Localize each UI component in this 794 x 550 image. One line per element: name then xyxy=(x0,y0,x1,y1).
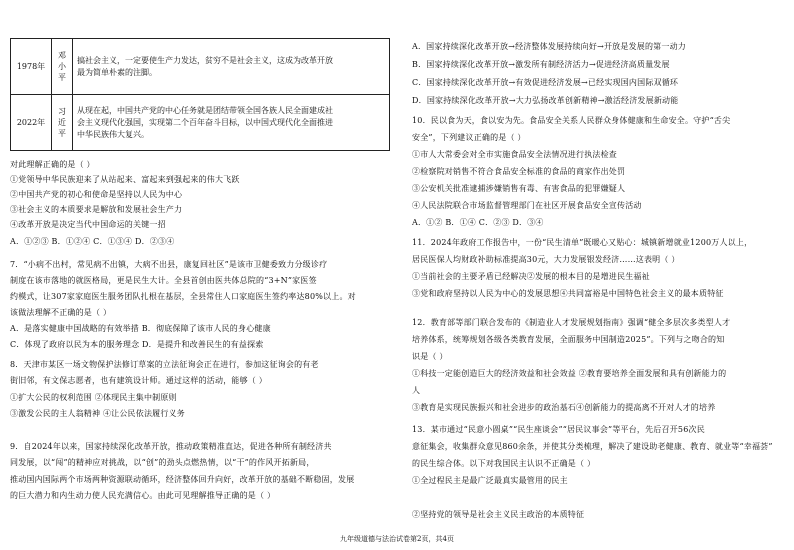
question-12: 12．教育部等部门联合发布的《制造业人才发展规划指南》强调“健全多层次多类型人才 xyxy=(412,318,731,327)
question-8: 8．天津市某区一场文物保护法修订草案的立法征询会正在进行，参加这征询会的有老 xyxy=(10,360,319,369)
text-line: ①全过程民主是最广泛最真实最管用的民主 xyxy=(412,476,568,485)
name-cell xyxy=(52,95,73,151)
text-line: ③激发公民的主人翁精神 ④让公民依法履行义务 xyxy=(10,409,185,418)
text-line: 街旧邻，有文保志愿者，也有建筑设计师。通过这样的活动，能够（ ） xyxy=(10,376,267,385)
option-a: A．国家持续深化改革开放→经济整体发展持续向好→开放是发展的第一动力 xyxy=(412,42,686,51)
question-9: 9．自2024年以来，国家持续深化改革开放，推动政策精准直达，促进各种所有制经济共 xyxy=(10,442,332,451)
text-line: 培养体系，统筹规划各级各类教育发展，全面服务中国制造2025”。下列与之吻合的知 xyxy=(412,335,725,344)
text-line: ④改革开放是决定当代中国命运的关键一招 xyxy=(10,220,166,229)
text-line: ④人民法院联合市场监督管理部门在社区开展食品安全宣传活动 xyxy=(412,201,642,210)
question-11: 11．2024年政府工作报告中，一份“民生清单”既暖心又贴心：城镇新增就业1200万人以上， xyxy=(412,238,753,247)
text-line: 意征集会，收集群众意见860余条，并使其分类梳理，解决了建设助老健康、教育、就业等“幸福荟” xyxy=(412,442,773,451)
text-line: ②中国共产党的初心和使命是坚持以人民为中心 xyxy=(10,190,183,199)
name-char: 平 xyxy=(58,129,66,138)
text-line: 安全”，下列建议正确的是（ ） xyxy=(412,133,526,142)
name-cell xyxy=(52,39,73,95)
year-cell: 2022年 xyxy=(11,95,52,151)
quote-line: 中华民族伟大复兴。 xyxy=(77,129,149,139)
option-c: C．国家持续深化改革开放→有效促进经济发展→已经实现国内国际双循环 xyxy=(412,78,679,87)
text-line: ③社会主义的本质要求是解放和发展社会生产力 xyxy=(10,205,183,214)
year-cell: 1978年 xyxy=(11,39,52,95)
text-line: ①扩大公民的权利范围 ②体现民主集中制原则 xyxy=(10,393,177,402)
text-line: 的民生综合体。以下对我国民主认识不正确是（ ） xyxy=(412,459,596,468)
text-line: 推动国内国际两个市场两种资源联动循环，经济整体回升向好，改革开放的基础不断稳固，发展 xyxy=(10,475,355,484)
text-line: ②坚持党的领导是社会主义民主政治的本质特征 xyxy=(412,510,585,519)
text-line: 识是（ ） xyxy=(412,352,448,361)
quote-cell xyxy=(73,39,390,95)
quote-cell xyxy=(73,95,390,151)
text-line: ③党和政府坚持以人民为中心的发展思想④共同富裕是中国特色社会主义的最本质特征 xyxy=(412,289,724,298)
option-d: D．国家持续深化改革开放→大力弘扬改革创新精神→激活经济发展新动能 xyxy=(412,96,679,105)
leaders-table xyxy=(10,38,390,151)
answer-options: C．体现了政府以民为本的服务理念 D．是提升和改善民生的有益探索 xyxy=(10,340,264,349)
text-line: 该做法理解不正确的是（ ） xyxy=(10,308,112,317)
table-row xyxy=(11,95,390,151)
text-line: 对此理解正确的是（ ） xyxy=(10,160,95,169)
text-line: 居民医保人均财政补助标准提高30元，大力发展银发经济……这表明（ ） xyxy=(412,255,680,264)
question-7: 7．“小病不出村，常见病不出镇，大病不出县，康复回社区”是该市卫健委致力分级诊疗 xyxy=(10,260,328,269)
name-char: 近 xyxy=(58,118,66,127)
text-line: ①当前社会的主要矛盾已经解决②发展的根本目的是增进民生福祉 xyxy=(412,272,650,281)
text-line: ③教育是实现民族振兴和社会进步的政治基石④创新能力的提高离不开对人才的培养 xyxy=(412,403,716,412)
text-line: 人 xyxy=(412,386,421,395)
quote-line: 从现在起，中国共产党的中心任务就是团结带领全国各族人民全面建成社 xyxy=(77,105,333,115)
quote-line: 会主义现代化强国，实现第二个百年奋斗目标，以中国式现代化全面推进 xyxy=(77,117,333,127)
page-footer: 九年级道德与法治试卷第2页，共4页 xyxy=(340,535,454,543)
text-line: ②检察院对销售不符合食品安全标准的食品的商家作出处罚 xyxy=(412,167,626,176)
name-char: 邓 xyxy=(58,51,66,60)
text-line: 制度在该市落地的就医格局，更是民生大计。全县首创由医共体总院的“3+N”家医签 xyxy=(10,276,317,285)
text-line: 约模式，让307家家庭医生服务团队扎根在基层，全县常住人口家庭医生签约率达80%以上。对 xyxy=(10,292,356,301)
text-line: 的巨大潜力和内生动力使人民充满信心。由此可见理解推导正确的是（ ） xyxy=(10,491,276,500)
answer-options: A．是落实健康中国战略的有效举措 B．彻底保障了该市人民的身心健康 xyxy=(10,324,271,333)
text-line: ①市人大常委会对全市实施食品安全法情况进行执法检查 xyxy=(412,150,617,159)
quote-line: 最为简单朴素的注脚。 xyxy=(77,67,157,77)
question-13: 13．某市通过“民意小圆桌”“民生座谈会”“居民议事会”等平台，先后召开56次民 xyxy=(412,425,705,434)
text-line: 同发展，以“闯”的精神应对挑战，以“创”的劲头点燃热情，以“干”的作风开拓新局， xyxy=(10,458,315,467)
table-row xyxy=(11,39,390,95)
question-10: 10．民以食为天，食以安为先。食品安全关系人民群众身体健康和生命安全。守护“舌尖 xyxy=(412,116,731,125)
answer-options: A．①② B．①④ C．②③ D．③④ xyxy=(412,218,544,227)
name-char: 习 xyxy=(58,107,66,116)
text-line: ①科技一定能创造巨大的经济效益和社会效益 ②教育要培养全面发展和具有创新能力的 xyxy=(412,369,727,378)
text-line: ③公安机关批准逮捕涉嫌销售有毒、有害食品的犯罪嫌疑人 xyxy=(412,184,626,193)
answer-options: A．①②③ B．①②④ C．①③④ D．②③④ xyxy=(10,237,175,246)
option-b: B．国家持续深化改革开放→激发所有制经济活力→促进经济高质量发展 xyxy=(412,60,670,69)
quote-line: 搞社会主义，一定要使生产力发达，贫穷不是社会主义，这成为改革开放 xyxy=(77,55,333,65)
name-char: 平 xyxy=(58,73,66,82)
text-line: ①党领导中华民族迎来了从站起来、富起来到强起来的伟大飞跃 xyxy=(10,175,240,184)
name-char: 小 xyxy=(58,62,66,71)
